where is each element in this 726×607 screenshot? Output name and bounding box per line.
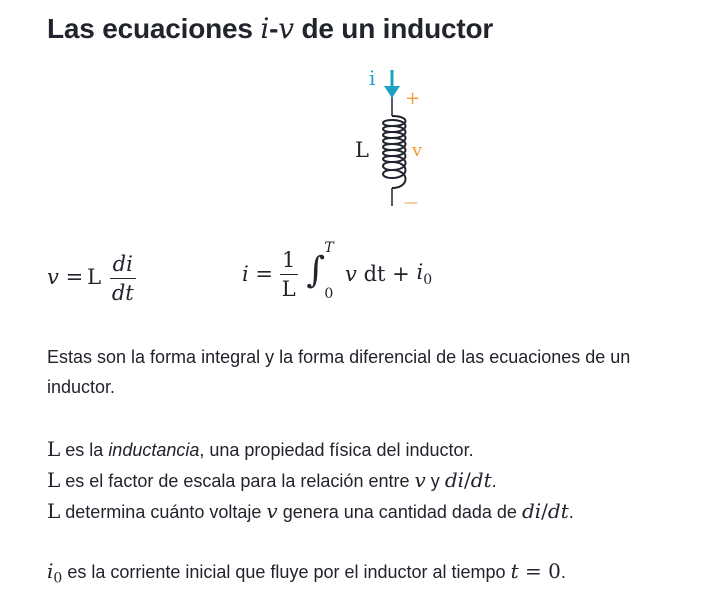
integral-sign <box>304 240 338 302</box>
inductance-line-3-dt: dt <box>547 499 569 523</box>
current-label: i <box>369 66 376 90</box>
title-prefix: Las ecuaciones <box>47 13 261 44</box>
int-denominator: L <box>281 276 296 301</box>
inductance-line-3-slash: / <box>541 499 548 523</box>
inductance-line-2 <box>47 465 574 496</box>
diff-lhs-v: v <box>47 265 59 289</box>
inductance-line-3-text-b: genera una cantidad dada de <box>277 502 522 522</box>
int-plus: + <box>392 262 410 286</box>
title-suffix: de un inductor <box>293 13 494 44</box>
diff-denominator: dt <box>111 281 134 305</box>
integral-upper-limit: T <box>324 240 334 256</box>
current-arrow-head <box>384 86 400 98</box>
inductance-line-1 <box>47 434 574 465</box>
inductance-line-3-text-a: determina cuánto voltaje <box>60 502 267 522</box>
inductance-line-2-v: v <box>414 468 426 492</box>
diff-equals: = <box>65 265 84 289</box>
integral-equation <box>242 240 433 302</box>
int-v: v <box>345 262 357 286</box>
diff-fraction <box>110 252 136 305</box>
inductance-line-3-L: L <box>47 499 61 523</box>
paragraph-forms-line-2: inductor. <box>47 377 116 397</box>
title-var-i: i <box>260 12 270 45</box>
inductance-line-2-period: . <box>491 471 497 491</box>
inductor-coil <box>383 116 406 188</box>
inductance-line-1-text-a: es la <box>60 440 109 460</box>
integral-symbol: ∫ <box>306 250 326 291</box>
voltage-label: v <box>412 140 423 161</box>
inductance-line-2-dt: dt <box>470 468 492 492</box>
title-dash: - <box>269 13 279 44</box>
inductance-term: inductancia <box>108 440 200 460</box>
inductance-label: L <box>355 138 369 162</box>
inductance-line-3-v: v <box>266 499 278 523</box>
diff-L: L <box>87 265 102 289</box>
paragraph-inductance <box>47 434 574 527</box>
minus-sign: — <box>404 195 418 211</box>
inductance-line-2-di: di <box>444 468 465 492</box>
int-numerator: 1 <box>280 248 298 275</box>
inductance-line-2-L: L <box>47 468 61 492</box>
inductance-line-1-text-b: , una propiedad física del inductor. <box>199 440 474 460</box>
inductance-line-2-text-a: es el factor de escala para la relación entre <box>60 471 415 491</box>
page-title <box>47 12 493 45</box>
initial-current-period: . <box>560 562 566 582</box>
paragraph-forms-line-1: Estas son la forma integral y la forma diferencial de las ecuaciones de un <box>47 347 631 367</box>
inductance-line-3-period: . <box>568 502 574 522</box>
inductance-line-2-and: y <box>425 471 445 491</box>
paragraph-initial-current <box>47 556 566 594</box>
inductance-line-1-L: L <box>47 437 61 461</box>
initial-current-sub: 0 <box>53 570 63 587</box>
initial-current-t: t <box>510 559 519 583</box>
integral-lower-limit: 0 <box>324 286 334 302</box>
initial-current-equals: = <box>518 559 549 583</box>
title-var-v: v <box>278 12 294 45</box>
inductance-line-3 <box>47 496 574 527</box>
int-dt: dt <box>363 262 386 286</box>
int-equals: = <box>255 262 274 286</box>
diff-numerator: di <box>110 252 136 279</box>
differential-equation <box>47 252 136 305</box>
int-i0-sub: 0 <box>423 272 433 289</box>
initial-current-i: i <box>47 559 54 583</box>
initial-current-zero: 0 <box>548 559 561 583</box>
initial-current-text: es la corriente inicial que fluye por el inductor al tiempo <box>62 562 511 582</box>
plus-sign: + <box>405 88 421 109</box>
int-lhs-i: i <box>242 262 249 286</box>
int-fraction <box>280 248 298 301</box>
paragraph-forms <box>47 342 630 402</box>
int-i0-i: i <box>416 259 424 284</box>
inductance-line-3-di: di <box>521 499 542 523</box>
inductance-line-2-slash: / <box>464 468 471 492</box>
int-i0 <box>416 259 433 289</box>
